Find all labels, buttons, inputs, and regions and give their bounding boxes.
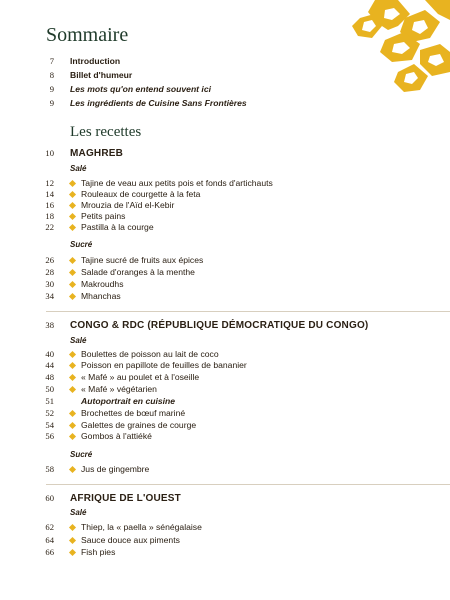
recipe-title: Gombos à l'attiéké	[81, 431, 152, 441]
diamond-bullet-icon	[69, 374, 76, 381]
recipe-title: « Mafé » au poulet et à l'oseille	[81, 372, 200, 382]
diamond-bullet-icon	[69, 224, 76, 231]
recipe-title: Petits pains	[81, 211, 126, 221]
portrait-title: Autoportrait en cuisine	[81, 396, 176, 406]
recipe-title: Tajine de veau aux petits pois et fonds d'artichauts	[81, 178, 273, 188]
recipe-title: Tajine sucré de fruits aux épices	[81, 255, 204, 265]
page-number: 8	[49, 70, 54, 80]
diamond-bullet-icon	[69, 386, 76, 393]
recipe-title: Pastilla à la courge	[81, 222, 154, 232]
page-number: 30	[45, 279, 54, 289]
recipe-title: Sauce douce aux piments	[81, 535, 180, 545]
entry-title: Billet d'humeur	[70, 70, 133, 80]
diamond-bullet-icon	[69, 410, 76, 417]
page-number: 56	[45, 431, 54, 441]
subsection-label-sale: Salé	[70, 336, 87, 345]
recipe-title: Rouleaux de courgette à la feta	[81, 189, 201, 199]
diamond-bullet-icon	[69, 433, 76, 440]
region-title: MAGHREB	[70, 148, 124, 159]
toc-entry[interactable]	[0, 69, 450, 82]
recipe-title: Poisson en papillote de feuilles de bananier	[81, 360, 247, 370]
page-number: 38	[45, 320, 54, 330]
recipe-title: « Mafé » végétarien	[81, 384, 157, 394]
toc-entry[interactable]	[0, 55, 450, 68]
diamond-bullet-icon	[69, 422, 76, 429]
page-number: 16	[45, 200, 54, 210]
page-number: 66	[45, 547, 54, 557]
diamond-bullet-icon	[69, 537, 76, 544]
diamond-bullet-icon	[69, 524, 76, 531]
diamond-bullet-icon	[69, 191, 76, 198]
diamond-bullet-icon	[69, 213, 76, 220]
toc-entry[interactable]	[0, 97, 450, 110]
toc-entry[interactable]	[0, 83, 450, 96]
subsection-label-sale: Salé	[70, 508, 87, 517]
recipe-title: Brochettes de bœuf mariné	[81, 408, 186, 418]
page-number: 7	[49, 56, 54, 66]
region-entry-congo[interactable]	[0, 319, 450, 332]
page-number: 44	[45, 360, 54, 370]
recipe-entry[interactable]	[0, 546, 450, 559]
page-number: 14	[45, 189, 54, 199]
diamond-bullet-icon	[69, 362, 76, 369]
recipes-heading: Les recettes	[70, 124, 142, 140]
page-number: 40	[45, 349, 54, 359]
recipe-title: Jus de gingembre	[81, 464, 150, 474]
diamond-bullet-icon	[69, 351, 76, 358]
recipe-title: Fish pies	[81, 547, 116, 557]
page-number: 18	[45, 211, 54, 221]
page-number: 58	[45, 464, 54, 474]
page-number: 54	[45, 420, 54, 430]
diamond-bullet-icon	[69, 466, 76, 473]
recipe-title: Salade d'oranges à la menthe	[81, 267, 195, 277]
diamond-bullet-icon	[69, 549, 76, 556]
page-number: 64	[45, 535, 54, 545]
diamond-bullet-icon	[69, 180, 76, 187]
diamond-bullet-icon	[69, 293, 76, 300]
section-divider	[46, 484, 450, 485]
page-title: Sommaire	[46, 24, 129, 46]
recipe-title: Thiep, la « paella » sénégalaise	[81, 522, 202, 532]
subsection-label-sale: Salé	[70, 164, 87, 173]
region-title: CONGO & RDC (RÉPUBLIQUE DÉMOCRATIQUE DU CONGO)	[70, 320, 369, 331]
recipe-entry[interactable]	[0, 221, 450, 234]
recipe-entry[interactable]	[0, 463, 450, 476]
page-number: 9	[49, 98, 54, 108]
region-title: AFRIQUE DE L'OUEST	[70, 493, 181, 504]
section-divider	[46, 311, 450, 312]
page-number: 28	[45, 267, 54, 277]
recipe-title: Mhanchas	[81, 291, 121, 301]
diamond-bullet-icon	[69, 269, 76, 276]
page-number: 34	[45, 291, 54, 301]
entry-title: Introduction	[70, 56, 121, 66]
page-number: 22	[45, 222, 54, 232]
entry-title: Les ingrédients de Cuisine Sans Frontières	[70, 98, 247, 108]
recipe-entry[interactable]	[0, 521, 450, 534]
region-entry-maghreb[interactable]	[0, 147, 450, 160]
diamond-bullet-icon	[69, 257, 76, 264]
recipe-title: Galettes de graines de courge	[81, 420, 197, 430]
page-number: 60	[45, 493, 54, 503]
entry-title: Les mots qu'on entend souvent ici	[70, 84, 211, 94]
recipe-entry[interactable]	[0, 290, 450, 303]
recipe-title: Mrouzia de l'Aïd el-Kebir	[81, 200, 175, 210]
page-number: 62	[45, 522, 54, 532]
page-number: 26	[45, 255, 54, 265]
page-number: 48	[45, 372, 54, 382]
recipe-entry[interactable]	[0, 430, 450, 443]
subsection-label-sucre: Sucré	[70, 240, 93, 249]
recipe-title: Makroudhs	[81, 279, 124, 289]
region-entry-afrique-ouest[interactable]	[0, 492, 450, 505]
page-number: 51	[45, 396, 54, 406]
diamond-bullet-icon	[69, 281, 76, 288]
page-number: 10	[45, 148, 54, 158]
recipe-title: Boulettes de poisson au lait de coco	[81, 349, 219, 359]
subsection-label-sucre: Sucré	[70, 450, 93, 459]
page-number: 9	[49, 84, 54, 94]
page-number: 52	[45, 408, 54, 418]
diamond-bullet-icon	[69, 202, 76, 209]
page-number: 50	[45, 384, 54, 394]
page-number: 12	[45, 178, 54, 188]
